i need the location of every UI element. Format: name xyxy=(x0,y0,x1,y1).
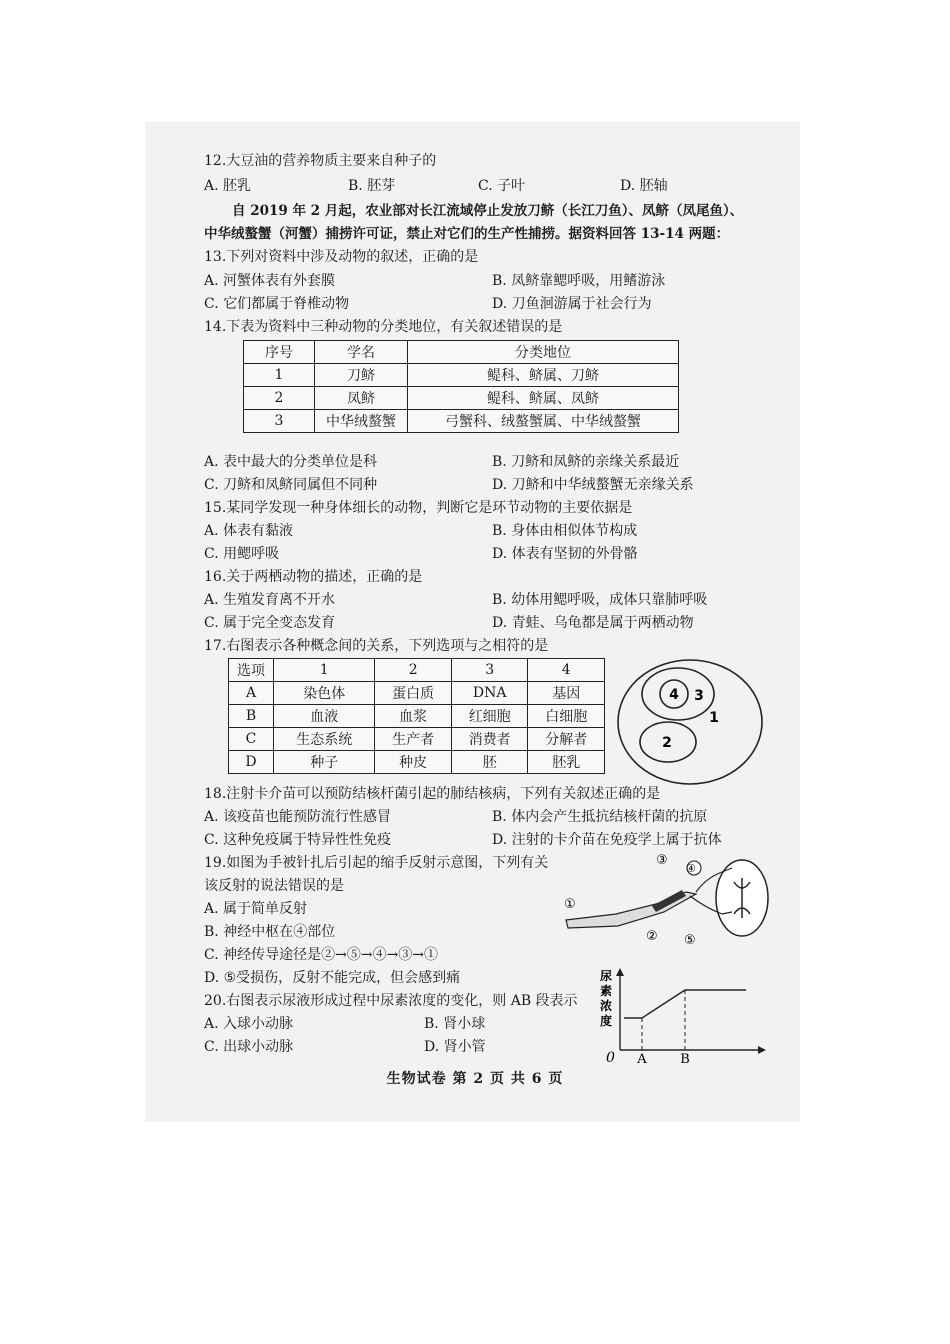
q16-option-d: D. 青蛙、乌龟都是属于两栖动物 xyxy=(492,615,694,631)
q13-stem: 13.下列对资料中涉及动物的叙述，正确的是 xyxy=(204,249,479,265)
q16-option-a: A. 生殖发育离不开水 xyxy=(204,592,336,608)
x-tick-a: A xyxy=(637,1052,647,1067)
material-line-2: 中华绒螯蟹（河蟹）捕捞许可证，禁止对它们的生产性捕捞。据资料回答 13-14 两题： xyxy=(204,226,730,242)
q15-option-a: A. 体表有黏液 xyxy=(204,523,294,539)
reflex-label-4: ④ xyxy=(686,862,696,875)
q15-option-b: B. 身体由相似体节构成 xyxy=(492,523,638,539)
table-cell: A xyxy=(229,682,274,705)
q14-stem: 14.下表为资料中三种动物的分类地位，有关叙述错误的是 xyxy=(204,319,563,335)
reflex-label-3: ③ xyxy=(656,853,668,868)
table-cell: 消费者 xyxy=(451,728,528,751)
q19-stem-line-2: 该反射的说法错误的是 xyxy=(204,878,344,894)
table-row xyxy=(229,728,605,751)
q16-option-c: C. 属于完全变态发育 xyxy=(204,615,336,631)
table-cell: 生态系统 xyxy=(274,728,375,751)
y-axis-label-text: 尿素浓度 xyxy=(600,969,613,1028)
q18-option-b: B. 体内会产生抵抗结核杆菌的抗原 xyxy=(492,809,708,825)
page-footer: 生物试卷 第 2 页 共 6 页 xyxy=(386,1071,564,1087)
table-cell: 基因 xyxy=(528,682,605,705)
table-cell: DNA xyxy=(451,682,528,705)
q18-option-c: C. 这种免疫属于特异性性免疫 xyxy=(204,832,392,848)
table-cell: B xyxy=(229,705,274,728)
urea-concentration-chart xyxy=(590,962,770,1067)
q14-header-name: 学名 xyxy=(315,341,408,364)
table-cell: 1 xyxy=(244,364,315,387)
q13-option-d: D. 刀鱼洄游属于社会行为 xyxy=(492,296,652,312)
table-row xyxy=(229,682,605,705)
table-row xyxy=(244,387,679,410)
table-cell: 刀鲚 xyxy=(315,364,408,387)
table-cell: 种皮 xyxy=(375,751,452,774)
table-cell: D xyxy=(229,751,274,774)
material-line-1: 自 2019 年 2 月起，农业部对长江流域停止发放刀鲚（长江刀鱼）、凤鲚（凤尾鱼）、 xyxy=(232,203,744,219)
table-cell: 胚 xyxy=(451,751,528,774)
table-cell: 胚乳 xyxy=(528,751,605,774)
q15-option-c: C. 用鳃呼吸 xyxy=(204,546,280,562)
q12-stem: 12.大豆油的营养物质主要来自种子的 xyxy=(204,153,437,169)
q14-option-b: B. 刀鲚和凤鲚的亲缘关系最近 xyxy=(492,454,680,470)
q19-option-a: A. 属于简单反射 xyxy=(204,901,308,917)
concept-venn-diagram xyxy=(610,652,770,792)
table-cell: 2 xyxy=(244,387,315,410)
table-cell: 3 xyxy=(244,410,315,433)
q12-option-a: A. 胚乳 xyxy=(204,178,252,194)
q17-table xyxy=(228,658,605,774)
q14-table xyxy=(243,340,679,433)
table-cell: 鳀科、鲚属、凤鲚 xyxy=(408,387,679,410)
venn-label-4: 4 xyxy=(669,687,679,703)
table-cell: 凤鲚 xyxy=(315,387,408,410)
table-header: 4 xyxy=(528,659,605,682)
q14-option-d: D. 刀鲚和中华绒螯蟹无亲缘关系 xyxy=(492,477,694,493)
q14-option-a: A. 表中最大的分类单位是科 xyxy=(204,454,378,470)
reflex-arc-figure xyxy=(556,848,776,948)
q20-stem: 20.右图表示尿液形成过程中尿素浓度的变化，则 AB 段表示 xyxy=(204,993,578,1009)
q19-option-b: B. 神经中枢在④部位 xyxy=(204,924,336,940)
table-row xyxy=(229,751,605,774)
q14-header-taxon: 分类地位 xyxy=(408,341,679,364)
table-cell: 白细胞 xyxy=(528,705,605,728)
q18-option-d: D. 注射的卡介苗在免疫学上属于抗体 xyxy=(492,832,722,848)
table-cell: 红细胞 xyxy=(451,705,528,728)
q15-stem: 15.某同学发现一种身体细长的动物，判断它是环节动物的主要依据是 xyxy=(204,500,633,516)
q20-option-c: C. 出球小动脉 xyxy=(204,1039,294,1055)
table-header: 3 xyxy=(451,659,528,682)
table-row xyxy=(244,364,679,387)
q15-option-d: D. 体表有坚韧的外骨骼 xyxy=(492,546,638,562)
table-cell: 染色体 xyxy=(274,682,375,705)
table-cell: 蛋白质 xyxy=(375,682,452,705)
table-cell: C xyxy=(229,728,274,751)
venn-label-2: 2 xyxy=(662,735,672,751)
q20-option-d: D. 肾小管 xyxy=(424,1039,486,1055)
q19-option-d: D. ⑤受损伤，反射不能完成，但会感到痛 xyxy=(204,970,461,986)
q18-option-a: A. 该疫苗也能预防流行性感冒 xyxy=(204,809,392,825)
q19-stem-line-1: 19.如图为手被针扎后引起的缩手反射示意图，下列有关 xyxy=(204,855,549,871)
q12-option-c: C. 子叶 xyxy=(478,178,526,194)
q20-option-b: B. 肾小球 xyxy=(424,1016,486,1032)
table-cell: 血浆 xyxy=(375,705,452,728)
table-cell: 种子 xyxy=(274,751,375,774)
venn-label-3: 3 xyxy=(694,688,704,704)
table-cell: 血液 xyxy=(274,705,375,728)
reflex-label-1: ① xyxy=(564,897,576,912)
table-cell: 弓蟹科、绒螯蟹属、中华绒螯蟹 xyxy=(408,410,679,433)
q13-option-a: A. 河蟹体表有外套膜 xyxy=(204,273,336,289)
reflex-label-2: ② xyxy=(646,929,658,944)
table-cell: 鳀科、鲚属、刀鲚 xyxy=(408,364,679,387)
q16-stem: 16.关于两栖动物的描述，正确的是 xyxy=(204,569,423,585)
table-cell: 分解者 xyxy=(528,728,605,751)
q16-option-b: B. 幼体用鳃呼吸，成体只靠肺呼吸 xyxy=(492,592,708,608)
y-axis-label xyxy=(599,969,612,1028)
reflex-label-5: ⑤ xyxy=(684,933,696,948)
q17-stem: 17.右图表示各种概念间的关系，下列选项与之相符的是 xyxy=(204,638,549,654)
table-cell: 中华绒螯蟹 xyxy=(315,410,408,433)
y-axis-arrow xyxy=(616,968,624,976)
q12-option-d: D. 胚轴 xyxy=(620,178,668,194)
q14-option-c: C. 刀鲚和凤鲚同属但不同种 xyxy=(204,477,378,493)
origin-label: 0 xyxy=(606,1050,615,1066)
table-row xyxy=(244,410,679,433)
table-header: 2 xyxy=(375,659,452,682)
table-cell: 生产者 xyxy=(375,728,452,751)
x-axis-arrow xyxy=(758,1046,766,1054)
q19-option-c: C. 神经传导途径是②→⑤→④→③→① xyxy=(204,947,439,963)
x-tick-b: B xyxy=(680,1052,690,1067)
venn-label-1: 1 xyxy=(709,710,719,726)
q13-option-c: C. 它们都属于脊椎动物 xyxy=(204,296,350,312)
q12-option-b: B. 胚芽 xyxy=(348,178,396,194)
q20-option-a: A. 入球小动脉 xyxy=(204,1016,294,1032)
q14-header-index: 序号 xyxy=(244,341,315,364)
table-header: 1 xyxy=(274,659,375,682)
q17-header-option: 选项 xyxy=(229,659,274,682)
table-row xyxy=(229,705,605,728)
q13-option-b: B. 凤鲚靠鳃呼吸，用鳍游泳 xyxy=(492,273,666,289)
q18-stem: 18.注射卡介苗可以预防结核杆菌引起的肺结核病，下列有关叙述正确的是 xyxy=(204,786,661,802)
